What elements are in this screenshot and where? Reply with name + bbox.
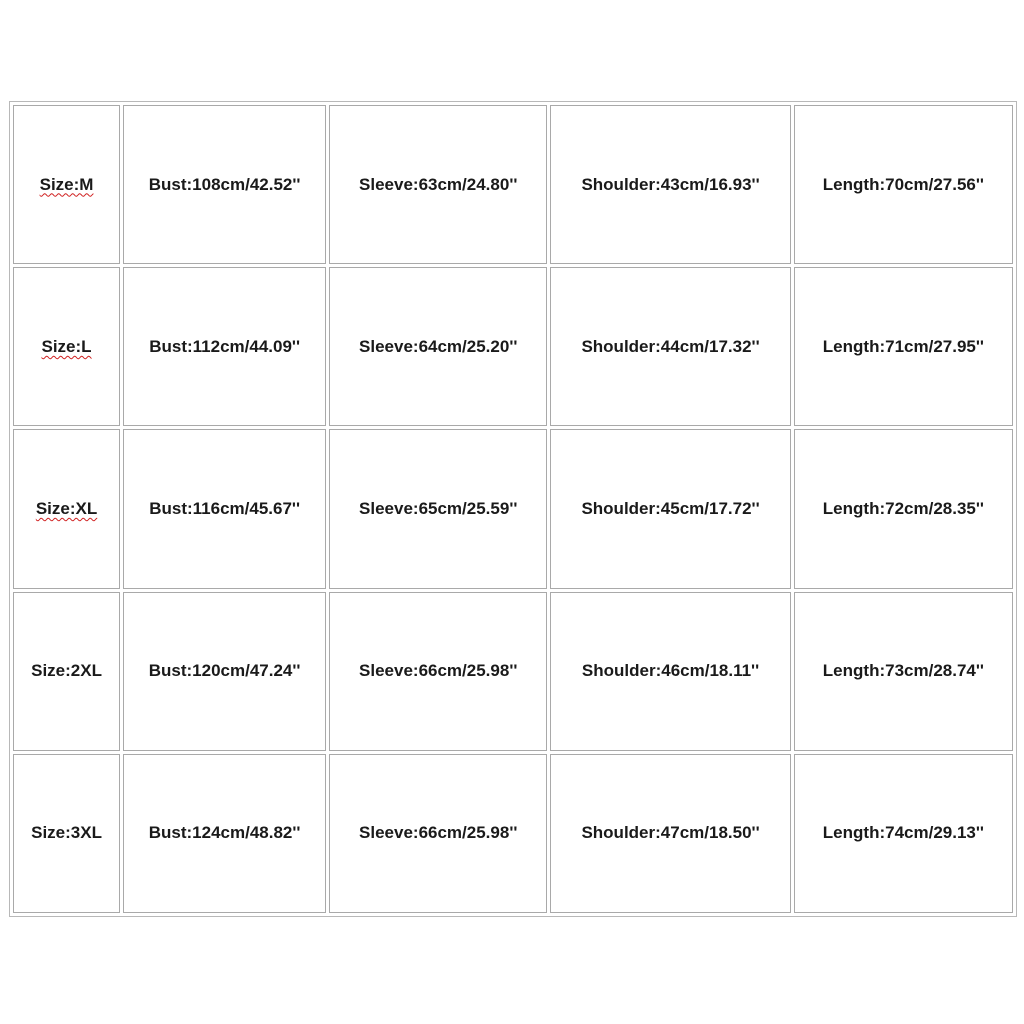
bust-cell: Bust:124cm/48.82'' bbox=[123, 754, 326, 913]
length-cell: Length:71cm/27.95'' bbox=[794, 267, 1013, 426]
bust-cell: Bust:108cm/42.52'' bbox=[123, 105, 326, 264]
sleeve-cell: Sleeve:65cm/25.59'' bbox=[329, 429, 547, 588]
length-cell: Length:73cm/28.74'' bbox=[794, 592, 1013, 751]
table-row bbox=[13, 754, 1013, 913]
size-chart-table bbox=[9, 101, 1017, 917]
size-cell: Size:3XL bbox=[13, 754, 120, 913]
length-cell: Length:70cm/27.56'' bbox=[794, 105, 1013, 264]
table-row bbox=[13, 592, 1013, 751]
shoulder-cell: Shoulder:46cm/18.11'' bbox=[550, 592, 790, 751]
shoulder-cell: Shoulder:47cm/18.50'' bbox=[550, 754, 790, 913]
bust-cell: Bust:116cm/45.67'' bbox=[123, 429, 326, 588]
sleeve-cell: Sleeve:64cm/25.20'' bbox=[329, 267, 547, 426]
bust-cell: Bust:112cm/44.09'' bbox=[123, 267, 326, 426]
shoulder-cell: Shoulder:45cm/17.72'' bbox=[550, 429, 790, 588]
size-cell: Size:L bbox=[13, 267, 120, 426]
shoulder-cell: Shoulder:43cm/16.93'' bbox=[550, 105, 790, 264]
bust-cell: Bust:120cm/47.24'' bbox=[123, 592, 326, 751]
size-cell: Size:XL bbox=[13, 429, 120, 588]
sleeve-cell: Sleeve:66cm/25.98'' bbox=[329, 754, 547, 913]
table-row bbox=[13, 267, 1013, 426]
table-row bbox=[13, 429, 1013, 588]
sleeve-cell: Sleeve:66cm/25.98'' bbox=[329, 592, 547, 751]
length-cell: Length:74cm/29.13'' bbox=[794, 754, 1013, 913]
sleeve-cell: Sleeve:63cm/24.80'' bbox=[329, 105, 547, 264]
size-cell: Size:2XL bbox=[13, 592, 120, 751]
length-cell: Length:72cm/28.35'' bbox=[794, 429, 1013, 588]
shoulder-cell: Shoulder:44cm/17.32'' bbox=[550, 267, 790, 426]
table-row bbox=[13, 105, 1013, 264]
size-cell: Size:M bbox=[13, 105, 120, 264]
